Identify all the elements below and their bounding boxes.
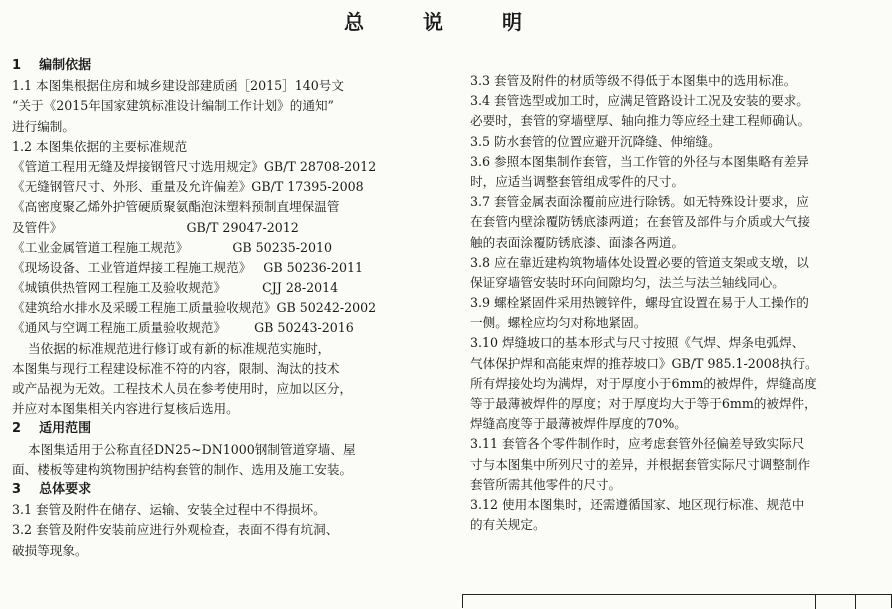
right-column bbox=[470, 71, 882, 535]
text-line: 并应对本图集相关内容进行复核后选用。 bbox=[12, 401, 239, 417]
text-line: 面、楼板等建构筑物围护结构套管的制作、选用及施工安装。 bbox=[12, 461, 353, 477]
text-line: 气体保护焊和高能束焊的推荐坡口》GB/T 985.1-2008执行。 bbox=[470, 355, 818, 371]
text-line: 本图集适用于公称直径DN25~DN1000钢制管道穿墙、屋 bbox=[12, 441, 356, 457]
text-line: 的有关规定。 bbox=[470, 517, 546, 533]
section-heading: 1 编制依据 bbox=[12, 58, 92, 73]
text-line: 《无缝钢管尺寸、外形、重量及允许偏差》GB/T 17395-2008 bbox=[12, 179, 364, 195]
text-line: 3.11 套管各个零件制作时，应考虑套管外径偏差导致实际尺 bbox=[470, 436, 805, 452]
page-title: 总 说 明 bbox=[344, 10, 548, 34]
text-line: 《高密度聚乙烯外护管硬质聚氨酯泡沫塑料预制直埋保温管 bbox=[12, 199, 340, 215]
text-line: “关于《2015年国家建筑标准设计编制工作计划》的通知” bbox=[12, 98, 334, 114]
section-heading: 2 适用范围 bbox=[12, 421, 92, 437]
text-line: 3.4 套管选型或加工时，应满足管路设计工况及安装的要求。 bbox=[470, 93, 809, 109]
text-line: 时，应适当调整套管组成零件的尺寸。 bbox=[470, 173, 685, 189]
text-line: 一侧。螺栓应均匀对称地紧固。 bbox=[470, 315, 647, 331]
title-block-divider bbox=[855, 595, 856, 609]
section-heading: 3 总体要求 bbox=[12, 481, 92, 497]
text-line: 保证穿墙管安装时环向间隙均匀，法兰与法兰轴线同心。 bbox=[470, 274, 785, 290]
text-line: 或产品视为无效。工程技术人员在参考使用时，应加以区分， bbox=[12, 381, 353, 396]
text-line: 3.5 防水套管的位置应避开沉降缝、伸缩缝。 bbox=[470, 133, 721, 149]
text-line: 必要时，套管的穿墙壁厚、轴向推力等应经土建工程师确认。 bbox=[470, 113, 811, 129]
text-line: 3.12 使用本图集时，还需遵循国家、地区现行标准、规范中 bbox=[470, 496, 805, 512]
text-line: 《通风与空调工程施工质量验收规范》 GB 50243-2016 bbox=[12, 320, 354, 336]
text-line: 当依据的标准规范进行修订或有新的标准规范实施时， bbox=[12, 340, 331, 356]
text-line: 1.1 本图集根据住房和城乡建设部建质函［2015］140号文 bbox=[12, 78, 344, 94]
text-line: 3.10 焊缝坡口的基本形式与尺寸按照《气焊、焊条电弧焊、 bbox=[470, 335, 805, 351]
text-line: 进行编制。 bbox=[12, 118, 75, 134]
text-line: 3.9 螺栓紧固件采用热镀锌件，螺母宜设置在易于人工操作的 bbox=[470, 295, 809, 311]
text-line: 3.1 套管及附件在储存、运输、安装全过程中不得损坏。 bbox=[12, 502, 326, 518]
text-line: 3.7 套管金属表面涂覆前应进行除锈。如无特殊设计要求，应 bbox=[470, 194, 809, 210]
text-line: 寸与本图集中所列尺寸的差异，并根据套管实际尺寸调整制作 bbox=[470, 456, 811, 472]
text-line: 1.2 本图集依据的主要标准规范 bbox=[12, 138, 188, 154]
text-line: 《工业金属管道工程施工规范》 GB 50235-2010 bbox=[12, 239, 333, 255]
text-line: 等于最薄被焊件的厚度；对于厚度均大于等于6mm的被焊件， bbox=[470, 396, 817, 411]
text-line: 在套管内壁涂覆防锈底漆两道；在套管及部件与介质或大气接 bbox=[470, 214, 811, 230]
text-line: 《现场设备、工业管道焊接工程施工规范》 GB 50236-2011 bbox=[12, 259, 363, 275]
text-line: 3.3 套管及附件的材质等级不得低于本图集中的选用标准。 bbox=[470, 73, 797, 88]
text-line: 本图集与现行工程建设标准不符的内容，限制、淘汰的技术 bbox=[12, 360, 340, 376]
text-line: 套管所需其他零件的尺寸。 bbox=[470, 476, 622, 492]
text-line: 触的表面涂覆防锈底漆、面漆各两道。 bbox=[470, 234, 685, 250]
title-block-frame bbox=[462, 594, 892, 608]
text-line: 《建筑给水排水及采暖工程施工质量验收规范》GB 50242-2002 bbox=[12, 300, 377, 316]
title-block-divider bbox=[815, 595, 816, 609]
left-column bbox=[12, 56, 444, 561]
text-line: 破损等现象。 bbox=[12, 542, 88, 558]
text-line: 3.6 参照本图集制作套管，当工作管的外径与本图集略有差异 bbox=[470, 153, 809, 169]
text-line: 及管件》 GB/T 29047-2012 bbox=[12, 219, 299, 235]
text-line: 3.8 应在靠近建构筑物墙体处设置必要的管道支架或支墩，以 bbox=[470, 254, 809, 270]
text-line: 3.2 套管及附件安装前应进行外观检查，表面不得有坑洞、 bbox=[12, 522, 339, 538]
text-line: 《管道工程用无缝及焊接钢管尺寸选用规定》GB/T 28708-2012 bbox=[12, 158, 377, 174]
text-line: 所有焊接处均为满焊，对于厚度小于6mm的被焊件，焊缝高度 bbox=[470, 375, 817, 391]
text-line: 《城镇供热管网工程施工及验收规范》 CJJ 28-2014 bbox=[12, 280, 339, 296]
text-line: 焊缝高度等于最薄被焊件厚度的70%。 bbox=[470, 416, 687, 432]
